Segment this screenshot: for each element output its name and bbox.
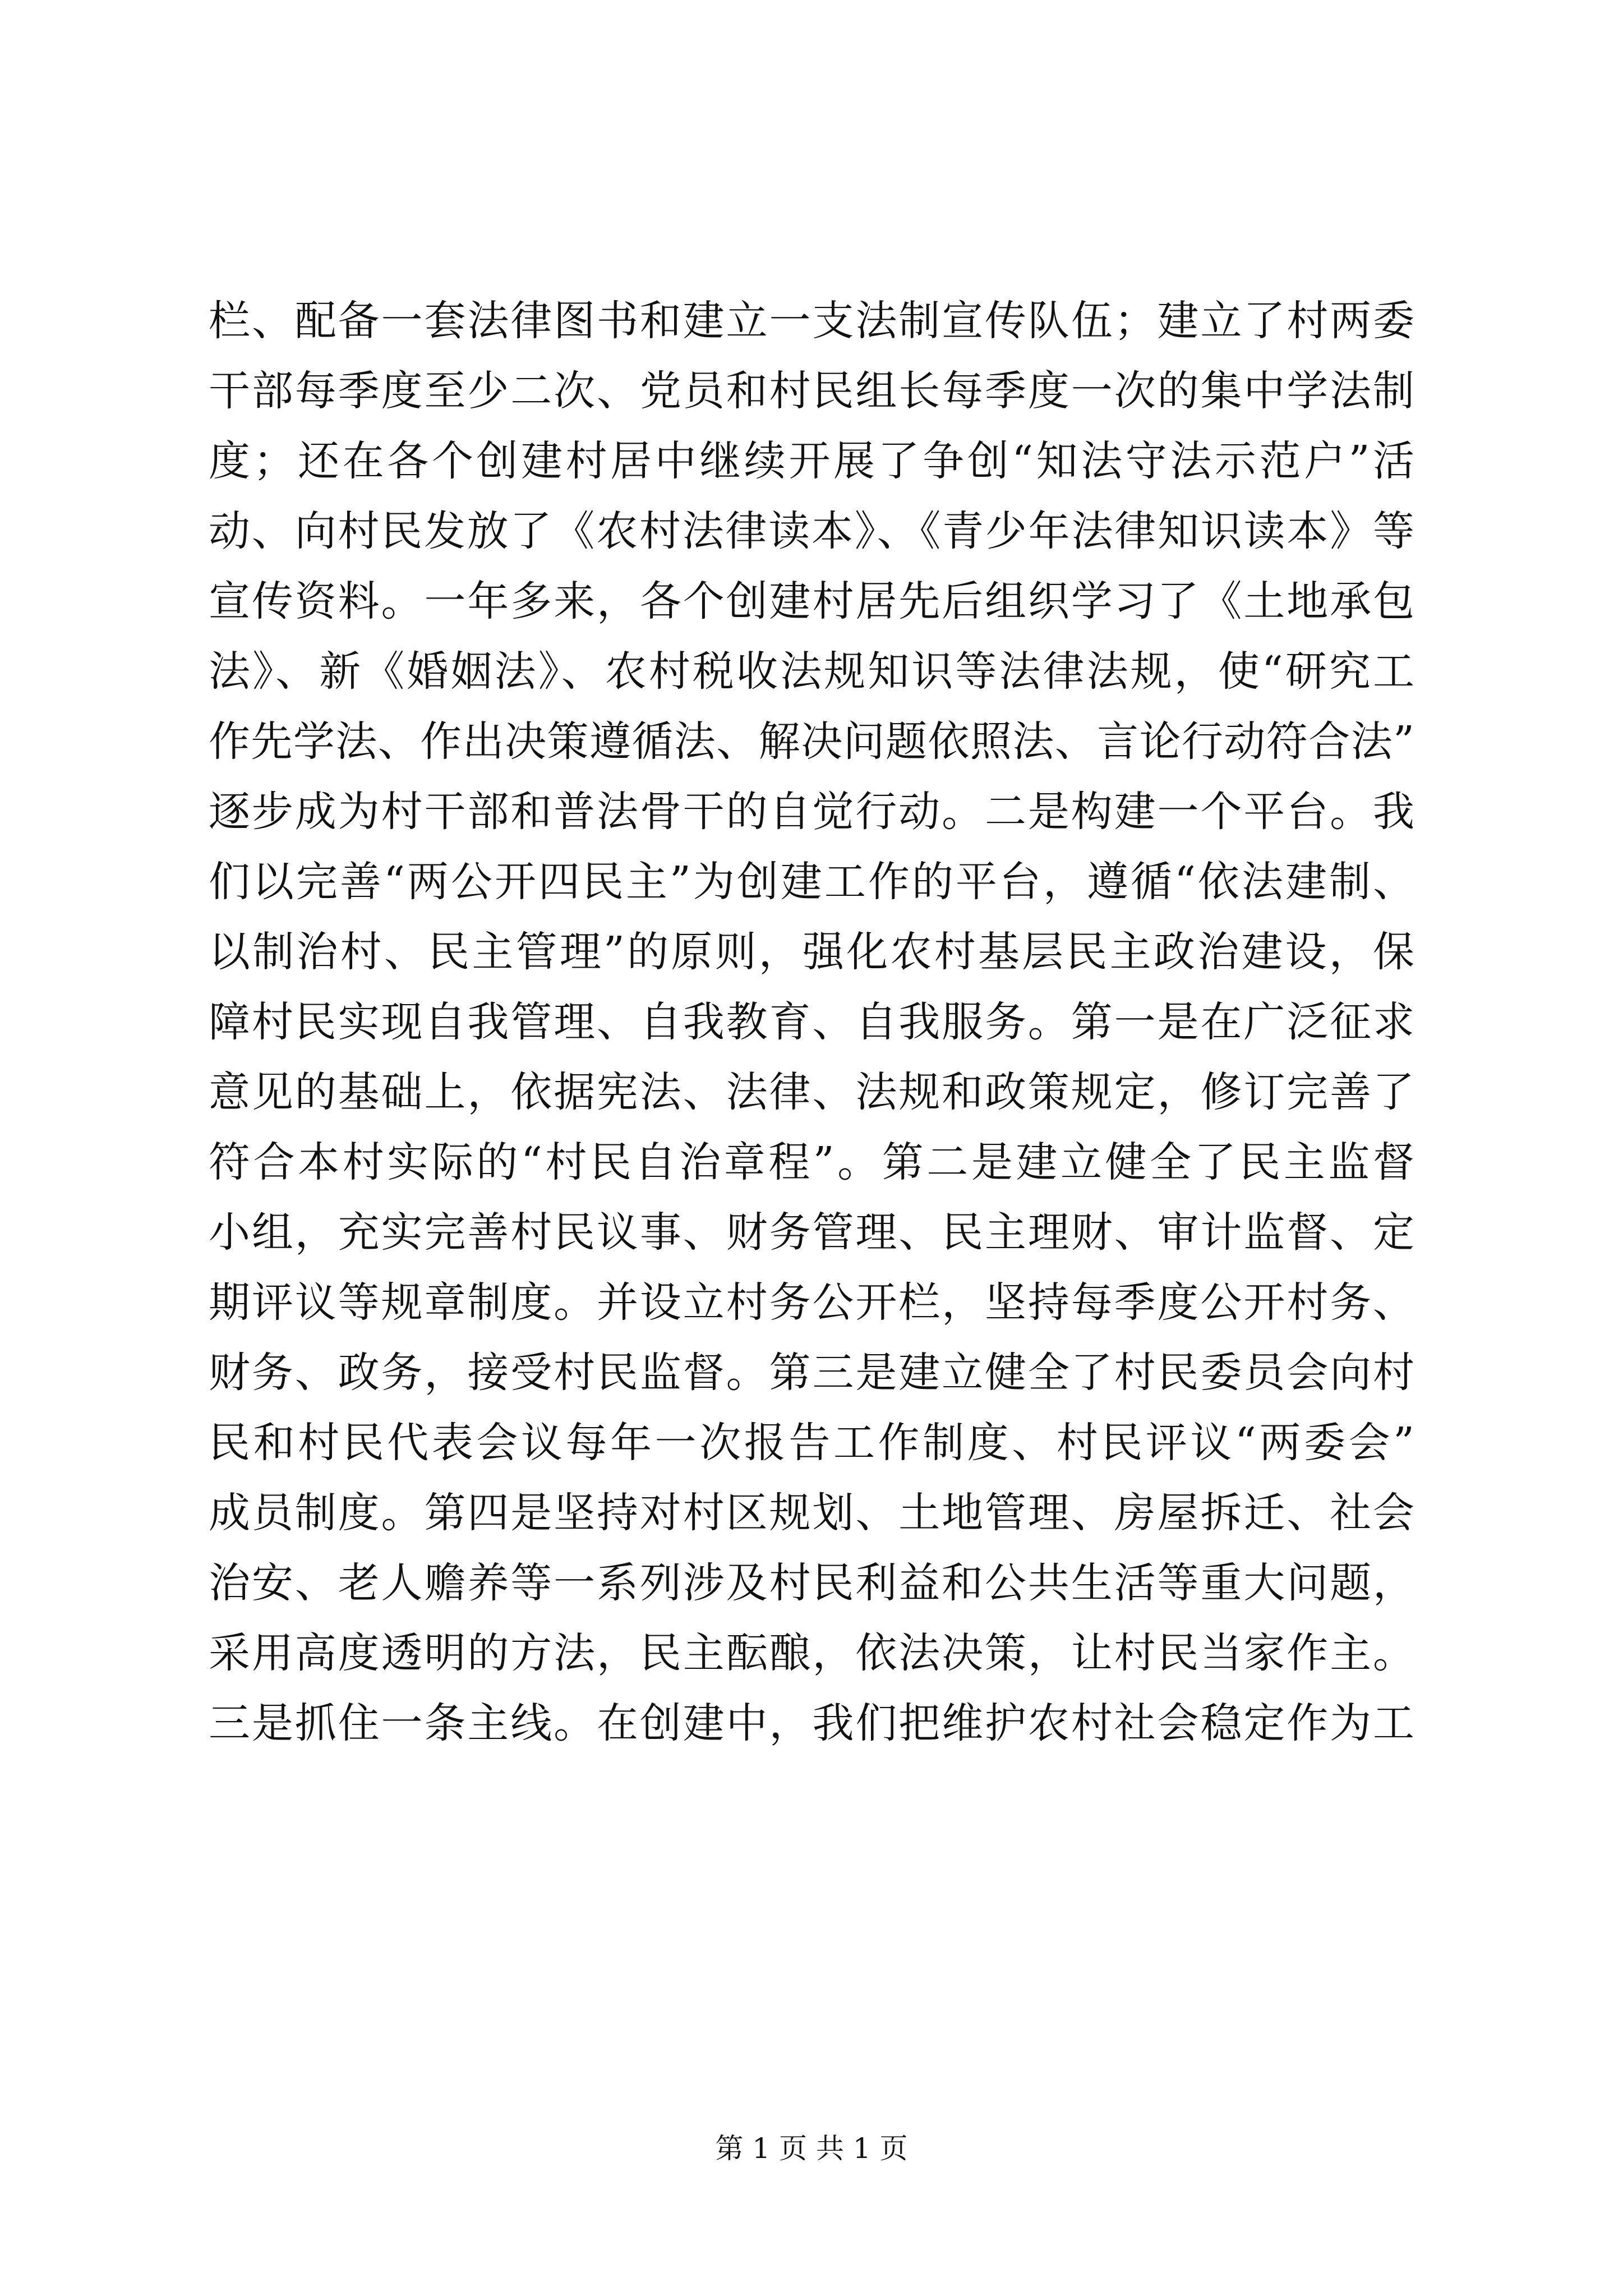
page-number-label: 第 1 页 共 1 页 xyxy=(715,2132,908,2165)
text-line: 采用高度透明的方法，民主酝酿，依法决策，让村民当家作主。 xyxy=(209,1629,1414,1677)
text-line: 干部每季度至少二次、党员和村民组长每季度一次的集中学法制 xyxy=(209,367,1414,415)
text-line: 治安、老人赡养等一系列涉及村民利益和公共生活等重大问题， xyxy=(209,1559,1414,1607)
page-footer xyxy=(0,2129,1623,2168)
text-line: 动、向村民发放了《农村法律读本》、《青少年法律知识读本》等 xyxy=(209,507,1414,555)
text-line: 障村民实现自我管理、自我教育、自我服务。第一是在广泛征求 xyxy=(209,998,1414,1046)
text-line: 作先学法、作出决策遵循法、解决问题依照法、言论行动符合法” xyxy=(209,717,1414,766)
body-text xyxy=(209,286,1414,1759)
text-line: 以制治村、民主管理”的原则，强化农村基层民主政治建设，保 xyxy=(209,928,1414,976)
text-line: 成员制度。第四是坚持对村区规划、土地管理、房屋拆迁、社会 xyxy=(209,1489,1414,1537)
text-line: 栏、配备一套法律图书和建立一支法制宣传队伍；建立了村两委 xyxy=(209,297,1414,345)
text-line: 法》、新《婚姻法》、农村税收法规知识等法律法规，使“研究工 xyxy=(209,647,1414,696)
text-line: 三是抓住一条主线。在创建中，我们把维护农村社会稳定作为工 xyxy=(209,1699,1414,1747)
text-line: 小组，充实完善村民议事、财务管理、民主理财、审计监督、定 xyxy=(209,1208,1414,1257)
text-line: 度；还在各个创建村居中继续开展了争创“知法守法示范户”活 xyxy=(209,437,1414,485)
text-line: 逐步成为村干部和普法骨干的自觉行动。二是构建一个平台。我 xyxy=(209,788,1414,836)
text-line: 民和村民代表会议每年一次报告工作制度、村民评议“两委会” xyxy=(209,1419,1414,1467)
text-line: 财务、政务，接受村民监督。第三是建立健全了村民委员会向村 xyxy=(209,1349,1414,1397)
text-line: 意见的基础上，依据宪法、法律、法规和政策规定，修订完善了 xyxy=(209,1068,1414,1116)
text-line: 们以完善“两公开四民主”为创建工作的平台，遵循“依法建制、 xyxy=(209,858,1414,906)
text-line: 期评议等规章制度。并设立村务公开栏，坚持每季度公开村务、 xyxy=(209,1278,1414,1327)
text-line: 符合本村实际的“村民自治章程”。第二是建立健全了民主监督 xyxy=(209,1138,1414,1186)
text-line: 宣传资料。一年多来，各个创建村居先后组织学习了《土地承包 xyxy=(209,577,1414,625)
